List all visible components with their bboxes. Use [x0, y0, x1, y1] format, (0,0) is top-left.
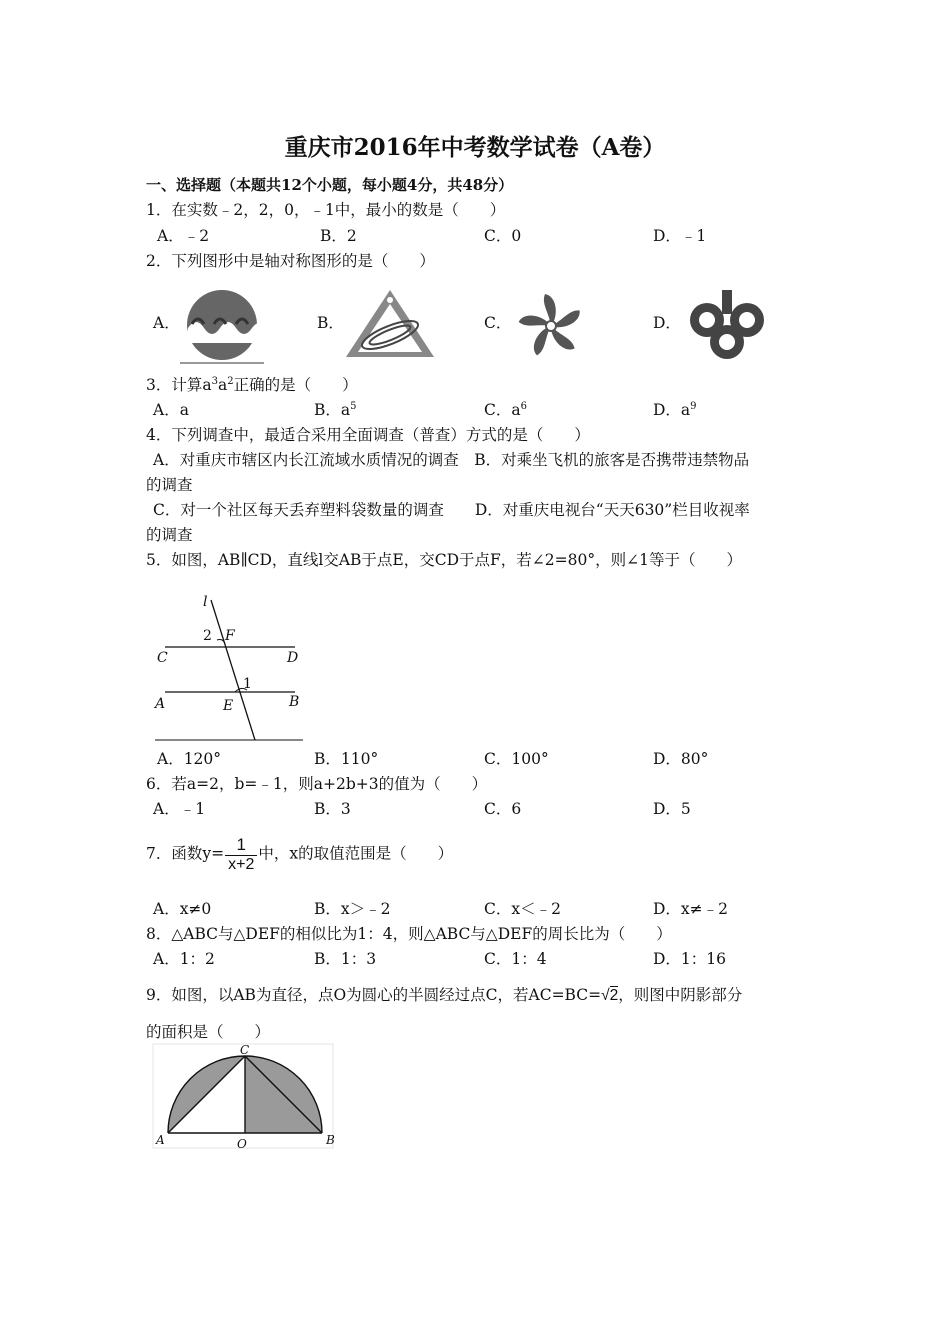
q9-stem-cont: 的面积是（ ） — [146, 1023, 271, 1041]
q2-option-b: B． — [317, 314, 344, 332]
line-l-label: l — [203, 594, 208, 610]
q4-options-cd: C．对一个社区每天丢弃塑料袋数量的调查 D．对重庆电视台“天天630”栏目收视率 — [153, 501, 750, 519]
q6-option-b: B．3 — [314, 800, 351, 818]
point-b-label: B — [326, 1133, 335, 1147]
q1-option-c: C．0 — [484, 227, 522, 245]
q4-stem: 4．下列调查中，最适合采用全面调查（普查）方式的是（ ） — [146, 426, 590, 444]
point-a-label: A — [155, 696, 166, 712]
q3-option-b: B．$a^5$ — [314, 401, 357, 419]
point-d-label: D — [287, 650, 299, 666]
q6-option-a: A．﹣1 — [153, 800, 206, 818]
q5-option-c: C．100° — [484, 750, 549, 768]
q4-options-cd-cont: 的调查 — [146, 526, 193, 544]
angle-2-label: 2 — [203, 628, 212, 644]
point-a-label: A — [156, 1133, 165, 1147]
q6-option-d: D．5 — [653, 800, 691, 818]
point-c-label: C — [157, 650, 168, 666]
q3-option-c: C．$a^6$ — [484, 401, 527, 419]
q7-option-b: B．x＞﹣2 — [314, 900, 391, 918]
q7-option-d: D．x≠﹣2 — [653, 900, 729, 918]
q8-option-c: C．1：4 — [484, 950, 547, 968]
angle-1-label: 1 — [243, 676, 252, 692]
three-circles-figure — [682, 288, 772, 364]
q2-stem: 2．下列图形中是轴对称图形的是（ ） — [146, 252, 435, 270]
q5-stem: 5．如图，AB∥CD，直线l交AB于点E，交CD于点F，若∠2=80°，则∠1等于（ ） — [146, 551, 742, 569]
fraction: $\frac{1}{x+2}$ — [225, 836, 257, 873]
pinwheel-figure — [512, 288, 592, 364]
q4-options-ab-cont: 的调查 — [146, 476, 193, 494]
point-b-label: B — [289, 694, 300, 710]
q9-stem: 9．如图，以AB为直径，点O为圆心的半圆经过点C，若AC=BC=√2，则图中阴影部分 — [146, 986, 743, 1004]
q7-option-a: A．x≠0 — [153, 900, 212, 918]
q1-stem: 1．在实数﹣2，2，0，﹣1中，最小的数是（ ） — [146, 201, 506, 219]
point-c-label: C — [240, 1043, 250, 1057]
semicircle-figure — [152, 1040, 342, 1152]
q5-option-a: A．120° — [157, 750, 222, 768]
parallel-lines-figure — [155, 592, 305, 742]
point-o-label: O — [237, 1137, 247, 1151]
q2-option-d: D． — [653, 314, 681, 332]
q3-option-d: D．$a^9$ — [653, 401, 697, 419]
q4-options-ab: A．对重庆市辖区内长江流域水质情况的调查 B．对乘坐飞机的旅客是否携带违禁物品 — [153, 451, 750, 469]
q1-option-b: B．2 — [320, 227, 357, 245]
q3-option-a: A．a — [153, 401, 189, 419]
point-e-label: E — [223, 698, 234, 714]
point-f-label: F — [225, 628, 235, 644]
q8-option-d: D．1：16 — [653, 950, 727, 968]
page-title: 重庆市2016年中考数学试卷（A卷） — [284, 134, 666, 161]
q7-stem: 7．函数y= $\frac{1}{x+2}$ 中，x的取值范围是（ ） — [146, 835, 454, 873]
q7-option-c: C．x＜﹣2 — [484, 900, 561, 918]
q5-option-b: B．110° — [314, 750, 379, 768]
q2-option-a: A． — [153, 314, 180, 332]
q8-option-b: B．1：3 — [314, 950, 377, 968]
q8-option-a: A．1：2 — [153, 950, 215, 968]
triangle-ellipse-figure — [344, 288, 436, 360]
section-heading: 一、选择题（本题共12个小题，每小题4分，共48分） — [146, 176, 514, 194]
q1-option-d: D．﹣1 — [653, 227, 707, 245]
q2-option-c: C． — [484, 314, 512, 332]
q6-option-c: C．6 — [484, 800, 522, 818]
q8-stem: 8．△ABC与△DEF的相似比为1：4，则△ABC与△DEF的周长比为（ ） — [146, 925, 672, 943]
wave-circle-figure — [178, 288, 268, 364]
q5-option-d: D．80° — [653, 750, 709, 768]
q1-option-a: A．﹣2 — [157, 227, 210, 245]
q6-stem: 6．若a=2，b=﹣1，则a+2b+3的值为（ ） — [146, 775, 488, 793]
q3-stem: 3．计算$a^3a^2$正确的是（ ） — [146, 376, 358, 394]
